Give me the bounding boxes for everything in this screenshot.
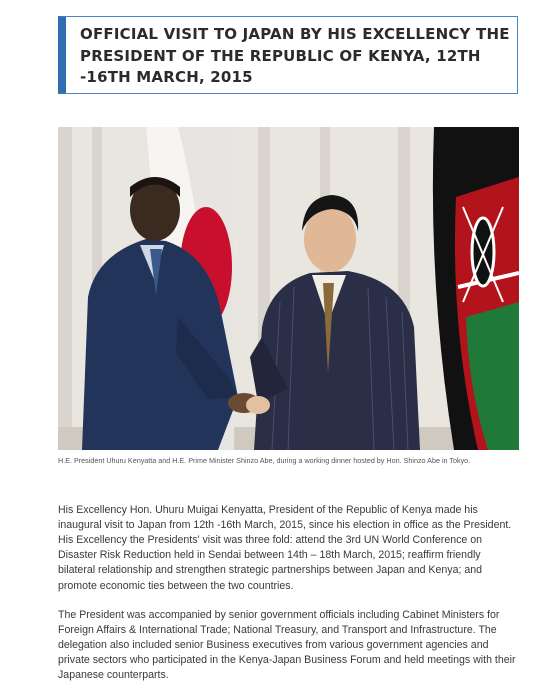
paragraph-delegation: The President was accompanied by senior government officials including Cabinet Ministers for Foreign Affairs & International Trade; National Treasury, and Transport and Infrastructure. The delegation also included senior Business executives from various government agencies and private sectors who participated in the Kenya-Japan Business Forum and held meetings with their Japanese counterparts. (58, 608, 516, 682)
title-box (58, 16, 518, 94)
article-title: OFFICIAL VISIT TO JAPAN BY HIS EXCELLENCY THE PRESIDENT OF THE REPUBLIC OF KENYA, 12TH -16TH MARCH, 2015 (80, 25, 510, 86)
photo-illustration (58, 127, 519, 450)
photo-caption: H.E. President Uhuru Kenyatta and H.E. Prime Minister Shinzo Abe, during a working dinner hosted by Hon. Shinzo Abe in Tokyo. (58, 456, 471, 465)
article-photo (58, 127, 519, 450)
paragraph-visit-purpose: His Excellency Hon. Uhuru Muigai Kenyatta, President of the Republic of Kenya made his inaugural visit to Japan from 12th -16th March, 2015, since his election in office as the President. His Excellency the Presidents' visit was three fold: attend the 3rd UN World Conference on Disaster Risk Reduction held in Sendai between 14th – 18th March, 2015; reaffirm friendly bilateral relationship and strengthen strategic partnerships between Japan and Kenya; and promote economic ties between the two countries. (58, 503, 512, 592)
